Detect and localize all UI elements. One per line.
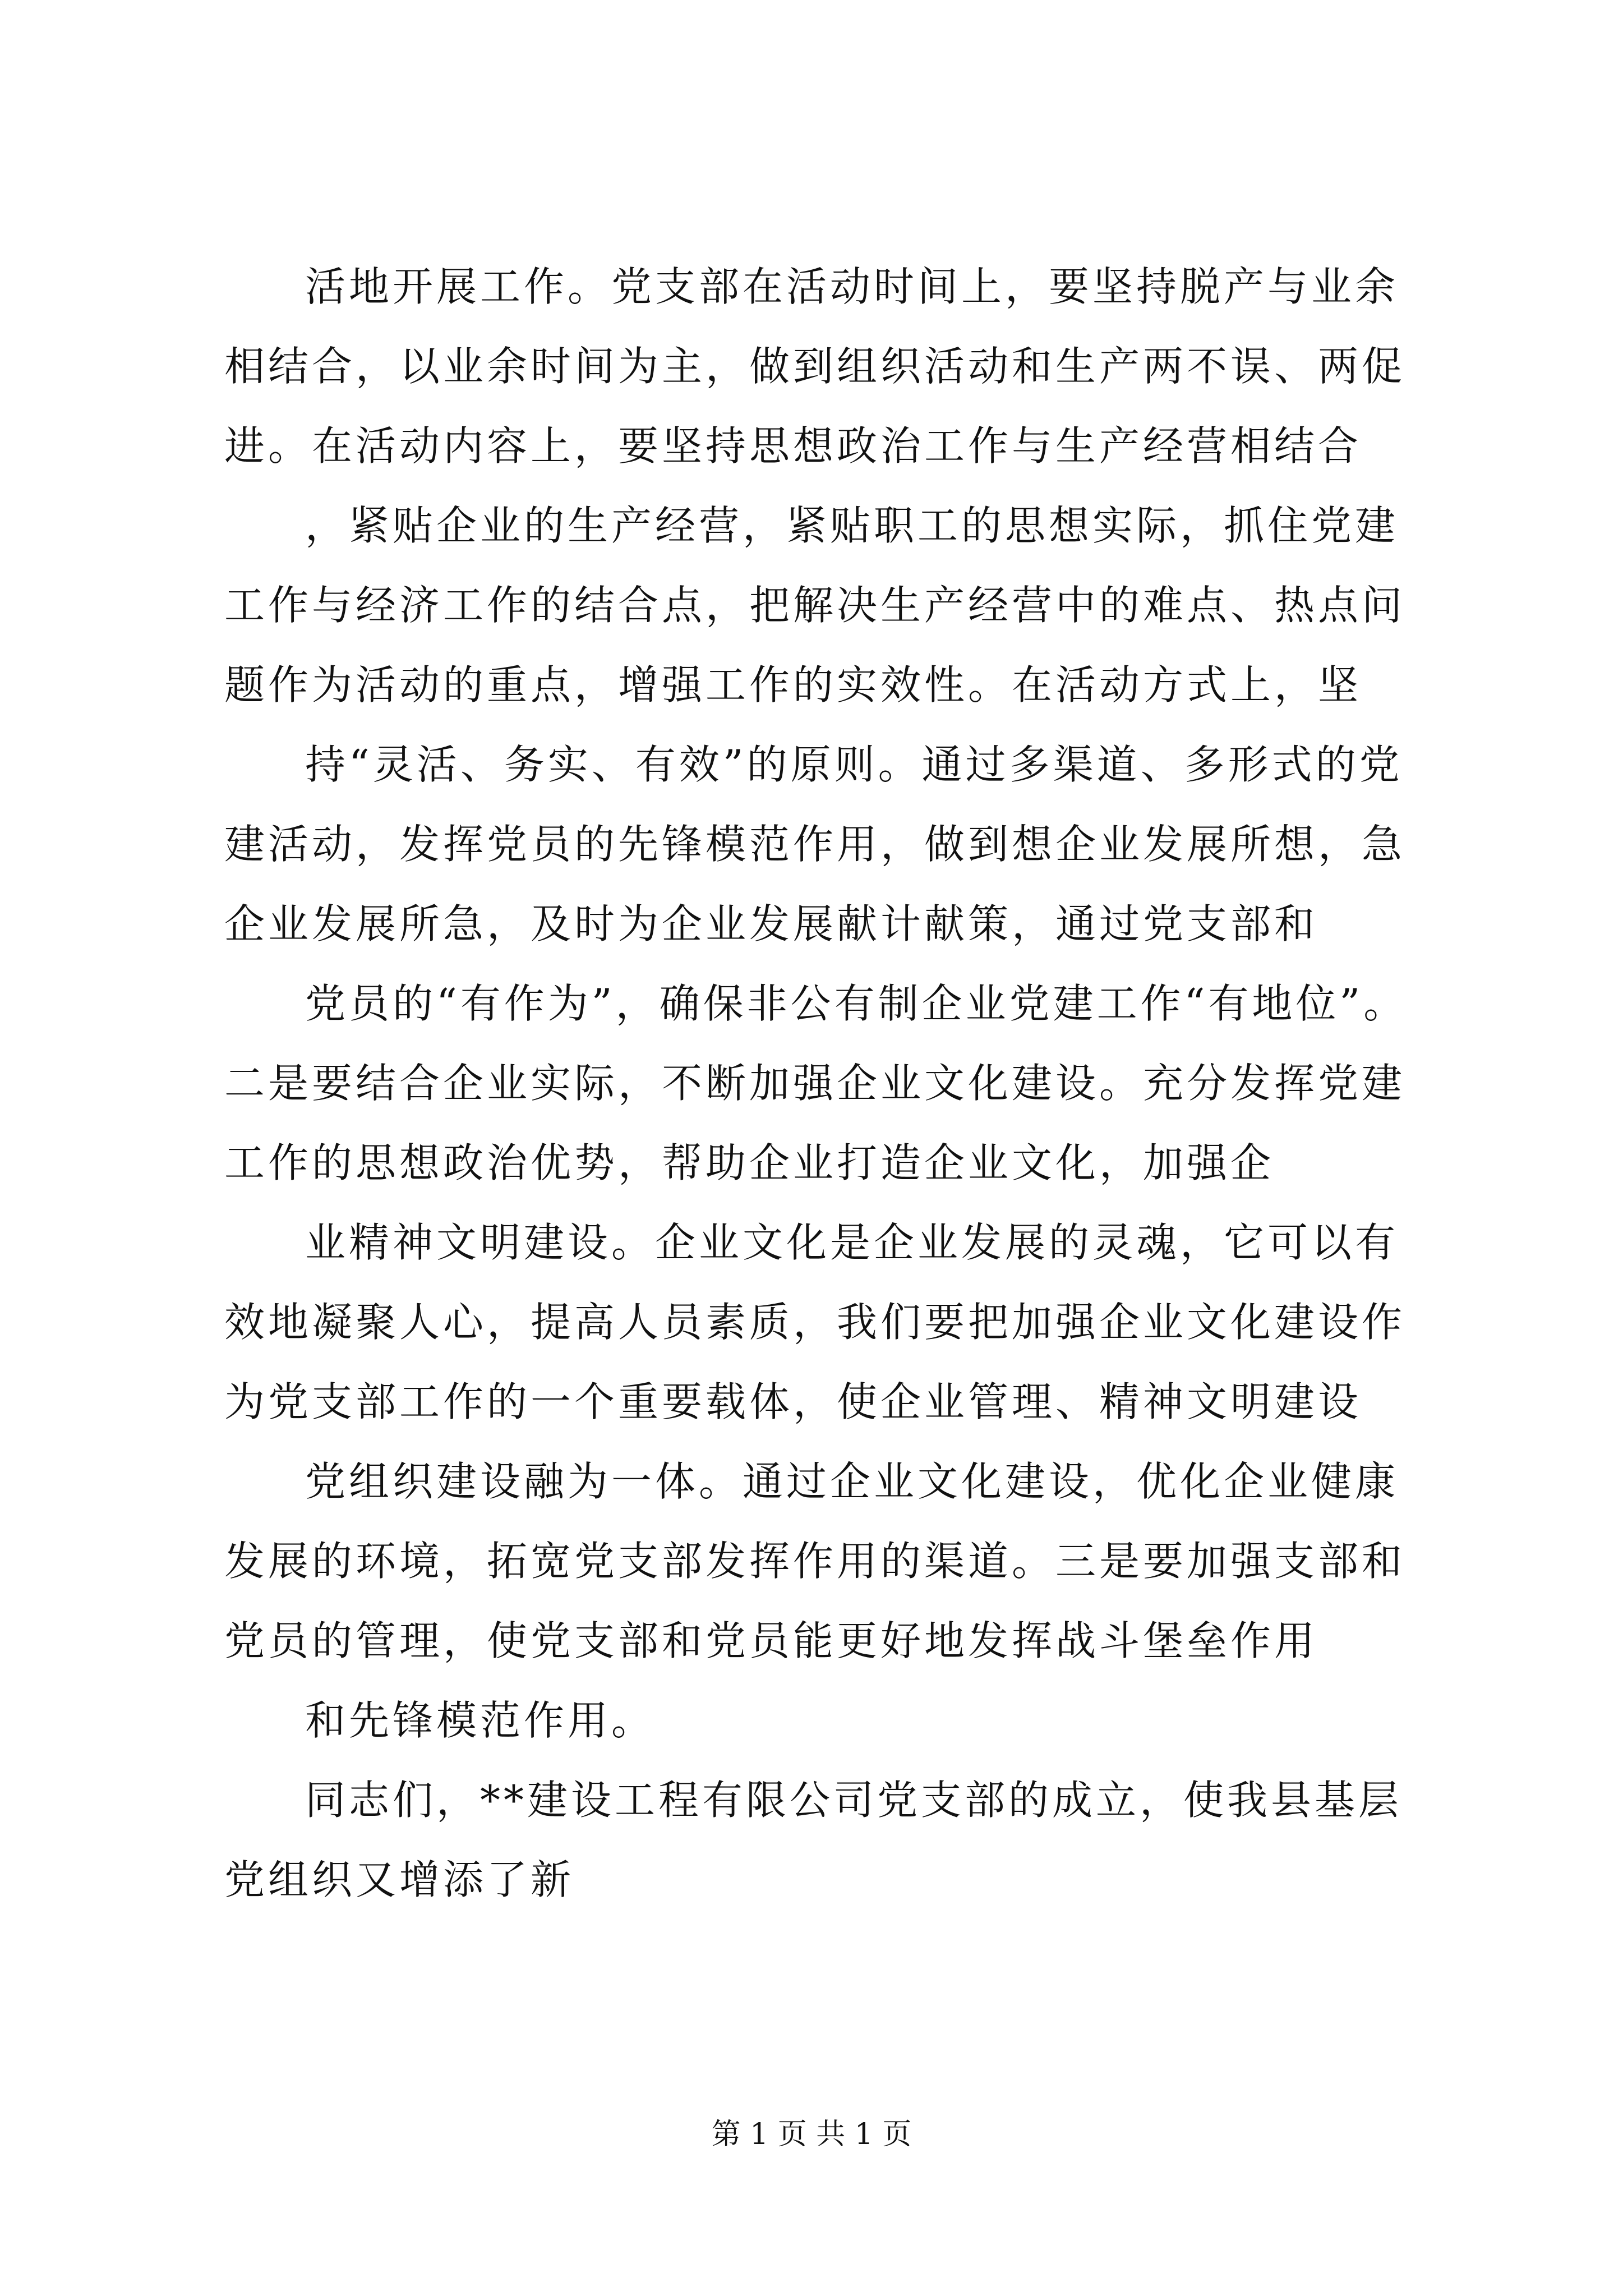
paragraph-2: ，紧贴企业的生产经营，紧贴职工的思想实际，抓住党建工作与经济工作的结合点，把解决生产经营中的难点、热点问题作为活动的重点，增强工作的实效性。在活动方式上，坚	[224, 502, 1406, 708]
page-footer: 第 1 页 共 1 页	[711, 2118, 912, 2151]
paragraph-7: 和先锋模范作用。	[305, 1697, 656, 1744]
paragraph-1: 活地开展工作。党支部在活动时间上，要坚持脱产与业余相结合，以业余时间为主，做到组织活动和生产两不误、两促进。在活动内容上，要坚持思想政治工作与生产经营相结合	[224, 263, 1406, 470]
document-body	[224, 247, 1430, 1920]
paragraph-6: 党组织建设融为一体。通过企业文化建设，优化企业健康发展的环境，拓宽党支部发挥作用的渠道。三是要加强支部和党员的管理，使党支部和党员能更好地发挥战斗堡垒作用	[224, 1458, 1406, 1664]
paragraph-8: 同志们，**建设工程有限公司党支部的成立，使我县基层党组织又增添了新	[224, 1777, 1403, 1903]
paragraph-5: 业精神文明建设。企业文化是企业发展的灵魂，它可以有效地凝聚人心，提高人员素质，我们要把加强企业文化建设作为党支部工作的一个重要载体，使企业管理、精神文明建设	[224, 1219, 1406, 1425]
paragraph-3: 持“灵活、务实、有效”的原则。通过多渠道、多形式的党建活动，发挥党员的先锋模范作用，做到想企业发展所想，急企业发展所急，及时为企业发展献计献策，通过党支部和	[224, 741, 1406, 947]
paragraph-4: 党员的“有作为”，确保非公有制企业党建工作“有地位”。二是要结合企业实际，不断加强企业文化建设。充分发挥党建工作的思想政治优势，帮助企业打造企业文化，加强企	[224, 980, 1408, 1186]
